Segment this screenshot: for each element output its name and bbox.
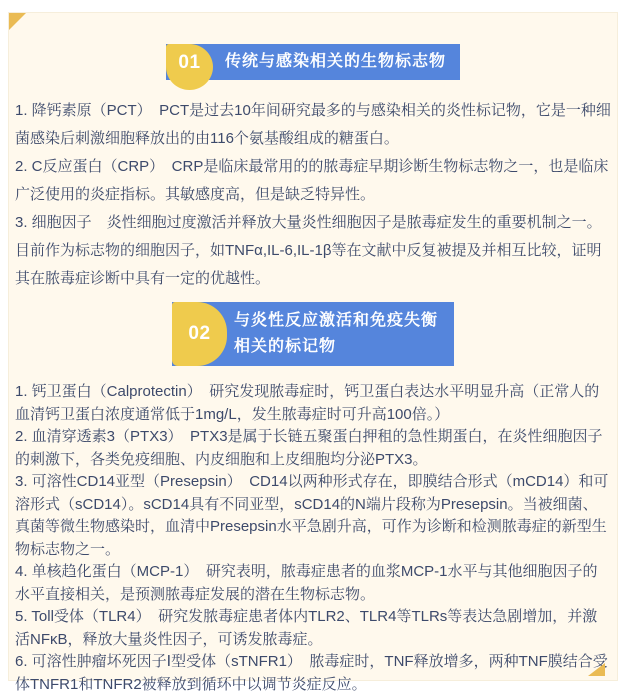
sections-container xyxy=(9,44,617,696)
section-header xyxy=(166,44,460,80)
section-header xyxy=(172,302,454,366)
article-panel xyxy=(8,12,618,693)
section-number-badge: 01 xyxy=(166,44,213,90)
section-body xyxy=(9,381,617,696)
corner-triangle-icon xyxy=(588,663,605,676)
paragraph: 6. 可溶性肿瘤坏死因子Ⅰ型受体（sTNFR1） 脓毒症时，TNF释放增多，两种TNF膜结合受体TNFR1和TNFR2被释放到循环中以调节炎症反应。 xyxy=(15,653,608,693)
paragraph: 1. 降钙素原（PCT） PCT是过去10年间研究最多的与感染相关的炎性标记物，它是一种细菌感染后刺激细胞释放出的由116个氨基酸组成的糖蛋白。 xyxy=(15,102,611,147)
paragraph: 4. 单核趋化蛋白（MCP-1） 研究表明，脓毒症患者的血浆MCP-1水平与其他细胞因子的水平直接相关，是预测脓毒症发展的潜在生物标志物。 xyxy=(15,563,598,603)
paragraph: 2. C反应蛋白（CRP） CRP是临床最常用的的脓毒症早期诊断生物标志物之一，也是临床广泛使用的炎症指标。其敏感度高，但是缺乏特异性。 xyxy=(15,158,609,203)
section-body xyxy=(9,97,617,293)
paragraph: 2. 血清穿透素3（PTX3） PTX3是属于长链五聚蛋白押租的急性期蛋白，在炎性细胞因子的刺激下，各类免疫细胞、内皮细胞和上皮细胞均分泌PTX3。 xyxy=(15,428,603,468)
paragraph: 3. 可溶性CD14亚型（Presepsin） CD14以两种形式存在，即膜结合形式（mCD14）和可溶形式（sCD14）。sCD14具有不同亚型，sCD14的N端片段称为Presepsin。当被细菌、真菌等微生物感染时，血清中Presepsin水平急剧升高，可作为诊断和检测脓毒症的新型生物标志物之一。 xyxy=(15,473,609,558)
paragraph: 1. 钙卫蛋白（Calprotectin） 研究发现脓毒症时，钙卫蛋白表达水平明显升高（正常人的血清钙卫蛋白浓度通常低于1mg/L，发生脓毒症时可升高100倍。） xyxy=(15,383,600,423)
section-title-line: 相关的标记物 xyxy=(233,338,336,355)
corner-triangle-icon xyxy=(9,13,26,30)
section-number-badge: 02 xyxy=(172,302,227,366)
section xyxy=(9,302,617,696)
paragraph: 3. 细胞因子 炎性细胞过度激活并释放大量炎性细胞因子是脓毒症发生的重要机制之一。目前作为标志物的细胞因子，如TNFα,IL-6,IL-1β等在文献中反复被提及并相互比较，证明其在脓毒症诊断中具有一定的优越性。 xyxy=(15,214,602,287)
section xyxy=(9,44,617,293)
section-title-line: 与炎性反应激活和免疫失衡 xyxy=(233,312,438,329)
paragraph: 5. Toll受体（TLR4） 研究发脓毒症患者体内TLR2、TLR4等TLRs等表达急剧增加，并激活NFκB，释放大量炎性因子，可诱发脓毒症。 xyxy=(15,608,598,648)
section-title-line: 传统与感染相关的生物标志物 xyxy=(224,53,446,70)
